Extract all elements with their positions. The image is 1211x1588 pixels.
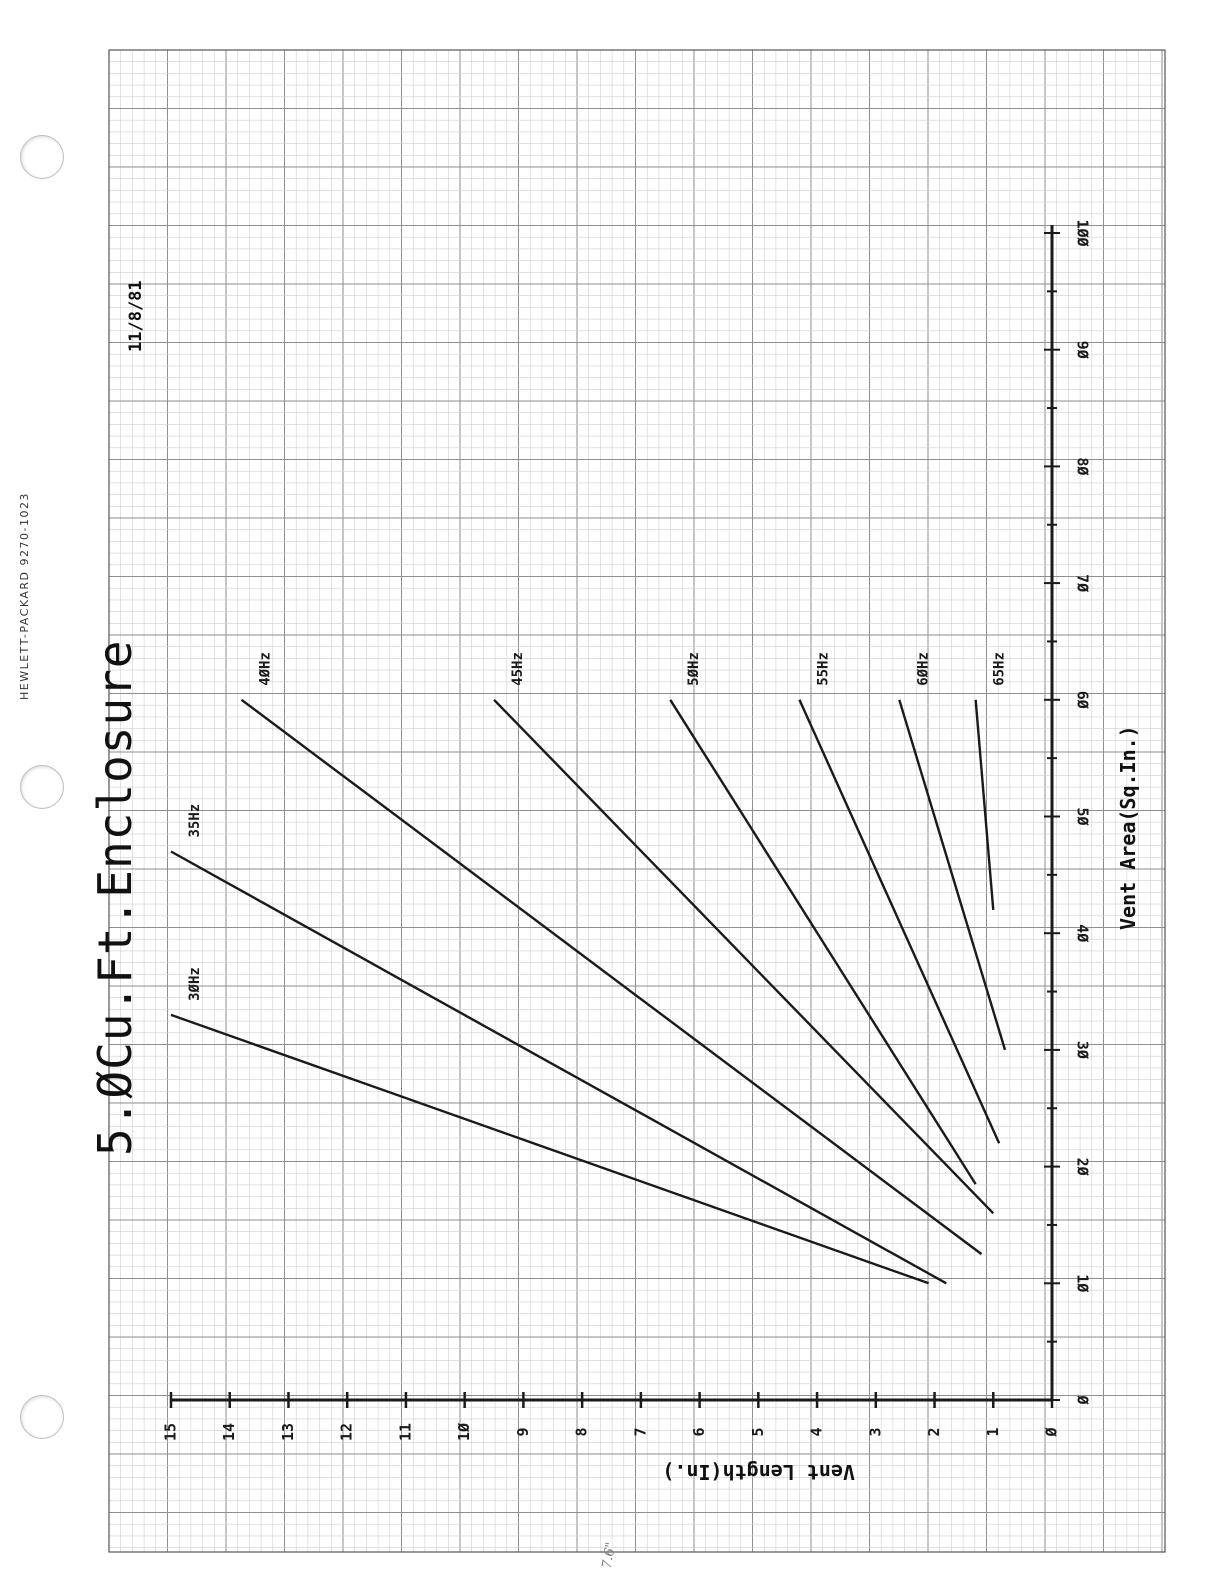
date-label: 11/8/81 xyxy=(126,280,146,352)
y-tick-label: 8 xyxy=(572,1427,591,1437)
series-label: 3ØHz xyxy=(187,967,203,1001)
punch-hole-middle xyxy=(20,765,64,809)
series-line xyxy=(494,700,993,1213)
x-tick-label: 9Ø xyxy=(1073,340,1092,359)
grid xyxy=(109,50,1165,1552)
series-label: 45Hz xyxy=(510,652,527,686)
x-tick-label: 6Ø xyxy=(1073,690,1092,709)
series-label: 5ØHz xyxy=(686,652,703,686)
pencil-note: 7.6" xyxy=(599,1541,620,1570)
series-label: 65Hz xyxy=(991,652,1008,686)
x-tick-label: 4Ø xyxy=(1073,924,1092,943)
y-axis-label: Vent Length(In.) xyxy=(662,1460,855,1484)
y-tick-label: 2 xyxy=(925,1427,944,1437)
x-tick-label: 5Ø xyxy=(1073,807,1092,826)
x-tick-label: 7Ø xyxy=(1073,574,1092,593)
y-tick-label: 6 xyxy=(690,1427,709,1437)
chart-title: 5.ØCu.Ft.Enclosure xyxy=(88,639,142,1156)
grid-border xyxy=(109,50,1165,1552)
series-line xyxy=(171,852,946,1284)
manufacturer-mark: HEWLETT-PACKARD 9270-1023 xyxy=(18,492,31,700)
y-tick-label: Ø xyxy=(1042,1427,1061,1437)
y-tick-label: 13 xyxy=(278,1422,297,1442)
y-tick-label: 9 xyxy=(513,1427,532,1437)
series-label: 35Hz xyxy=(187,803,203,838)
series-label: 4ØHz xyxy=(257,652,274,686)
series-label: 55Hz xyxy=(815,652,832,686)
axes xyxy=(171,225,1060,1408)
x-tick-label: 2Ø xyxy=(1073,1157,1092,1176)
y-tick-label: 1Ø xyxy=(455,1422,474,1442)
x-tick-label: 3Ø xyxy=(1073,1040,1092,1059)
punch-hole-top xyxy=(20,135,64,179)
y-tick-label: 12 xyxy=(337,1422,356,1442)
y-tick-label: 4 xyxy=(807,1427,826,1437)
x-tick-label: 1ØØ xyxy=(1073,219,1092,247)
x-tick-label: Ø xyxy=(1073,1395,1092,1405)
punch-hole-bottom xyxy=(20,1395,64,1439)
y-tick-label: 14 xyxy=(220,1422,239,1442)
y-tick-label: 11 xyxy=(396,1422,415,1442)
x-axis-label: Vent Area(Sq.In.) xyxy=(1116,725,1140,930)
y-tick-label: 7 xyxy=(631,1427,650,1437)
x-tick-label: 1Ø xyxy=(1073,1274,1092,1293)
y-tick-label: 1 xyxy=(983,1427,1002,1437)
x-tick-label: 8Ø xyxy=(1073,457,1092,476)
series-line xyxy=(976,700,994,910)
series-label: 6ØHz xyxy=(915,652,932,686)
y-tick-label: 15 xyxy=(161,1422,180,1442)
tick-labels xyxy=(162,219,1092,1441)
y-tick-label: 5 xyxy=(748,1427,767,1437)
y-tick-label: 3 xyxy=(866,1427,885,1437)
series-line xyxy=(799,700,999,1143)
